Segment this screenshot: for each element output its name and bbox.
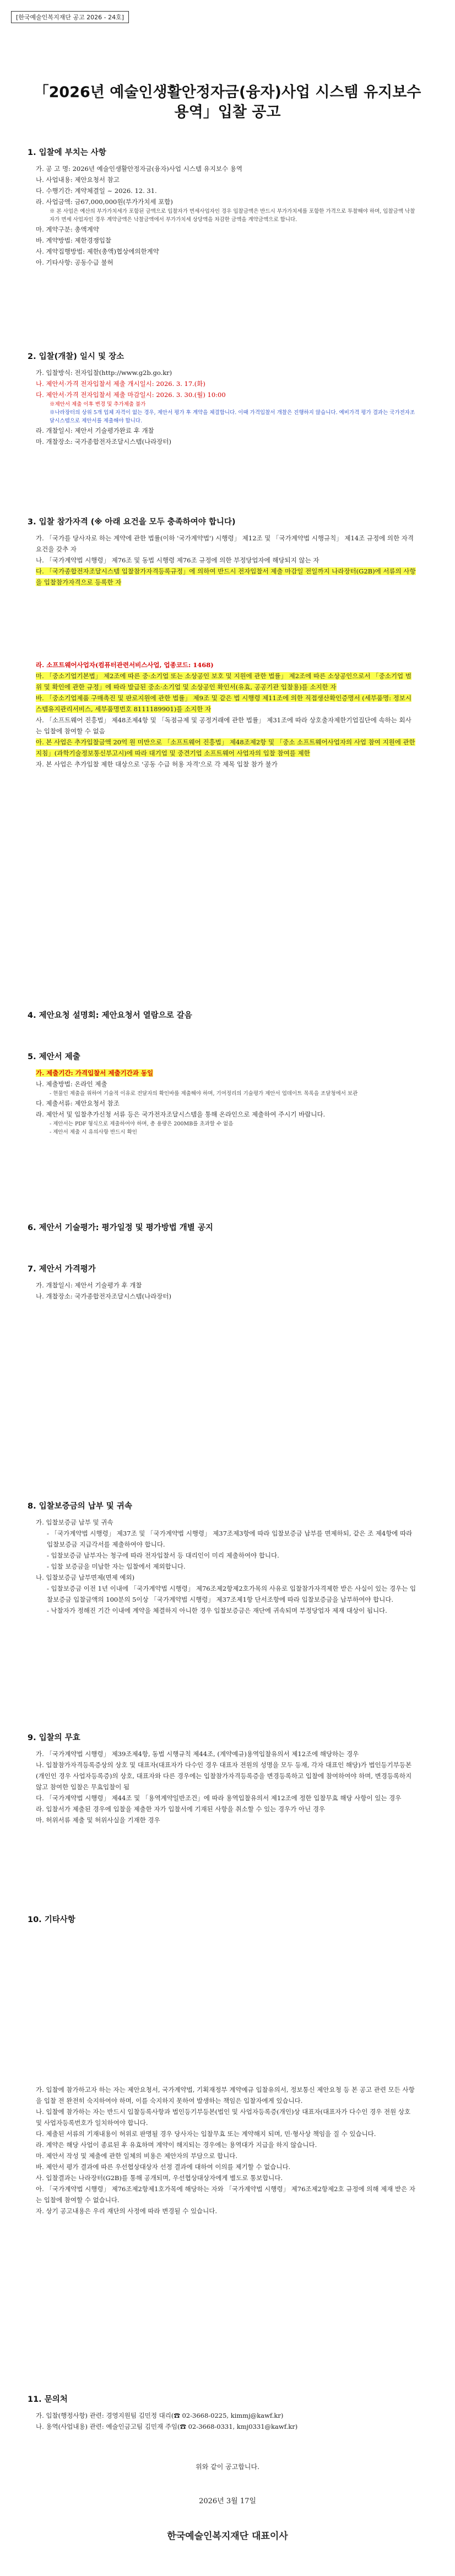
- list-item: - 낙찰자가 정해진 기간 이내에 계약을 체결하지 아니한 경우 입찰보증금은 재단에 귀속되며 부정당업자 제재 대상이 됩니다.: [47, 1607, 387, 1614]
- list-item: 나. 사업내용: 제안요청서 참고: [36, 176, 120, 184]
- list-item-text: 바. 「중소기업제품 구매촉진 및 판로지원에 관한 법률」 제9조 및 같은 법 시행령 제11조에 의한 직접생산확인증명서 (세부품명: 정보시스템유지관리서비스, 세부품명번호 8111189901)를 소지한 자: [36, 694, 412, 713]
- section-11: [0, 2393, 455, 2432]
- section-heading: 4. 제안요청 설명회: 제안요청서 열람으로 갈음: [28, 1011, 192, 1020]
- list-item: [36, 367, 416, 378]
- list-item: 자. 상기 공고내용은 우리 재단의 사정에 따라 변경될 수 있습니다.: [36, 2207, 218, 2215]
- list-item: 다. 제출된 서류의 기재내용이 허위로 판명될 경우 당사자는 입찰무효 또는 계약해지 되며, 민·형사상 책임을 질 수 있습니다.: [36, 2130, 376, 2138]
- list-item: 나. 개찰장소: 국가종합전자조달시스템(나라장터): [36, 1292, 171, 1300]
- list-item: 나. 제출방법: 온라인 제출: [36, 1080, 107, 1088]
- list-item: 아. 「국가계약법 시행령」 제76조제2항제1호가목에 해당하는 자와 「국가계약법 시행령」 제76조제2항제2호 규정에 의해 제재 받은 자는 입찰에 참여할 수 없습니다.: [36, 2185, 415, 2204]
- list-item: 나. 입찰참가자격등록증상의 상호 및 대표자(대표자가 다수인 경우 대표자 전원의 성명을 모두 등재, 각자 대표인 해당)가 법인등기부등본(개인인 경우 사업자등록증)의 상호, 대표자와 다른 경우에는 입찰참가자격등록증을 변경등록하고 입찰에 참여하여야 하며, 변경등록하지 않고 참여한 입찰은 무효입찰이 됨: [36, 1761, 412, 1791]
- notice-tag: [한국예술인복지재단 공고 2026 - 24호]: [11, 11, 129, 23]
- list-item: [36, 693, 416, 715]
- closing-text: 위와 같이 공고합니다.: [196, 2463, 259, 2471]
- section-8: [0, 1500, 455, 1616]
- section-heading: 11. 문의처: [28, 2395, 68, 2404]
- notice-date: 2026년 3월 17일: [199, 2497, 256, 2505]
- list-item: 바. 계약방법: 제한경쟁입찰: [36, 237, 112, 244]
- list-item: 라. 사업금액: 금67,000,000원(부가가치세 포함): [36, 198, 173, 206]
- list-item: [36, 1067, 416, 1078]
- note: - 제안서 제출 시 유의사항 반드시 확인: [50, 1129, 137, 1135]
- section-6: [0, 1221, 455, 1238]
- list-item: 다. 제출서류: 제안요청서 참조: [36, 1099, 120, 1107]
- note: - 제안서는 PDF 형식으로 제출하여야 하며, 총 용량은 200MB를 초과할 수 없음: [50, 1121, 234, 1127]
- section-heading: 8. 입찰보증금의 납부 및 귀속: [28, 1502, 132, 1511]
- list-item: 가. 입찰에 참가하고자 하는 자는 제안요청서, 국가계약법, 기획재정부 계약예규 입찰유의서, 정보통신 제안요청 등 본 공고 관련 모든 사항을 입찰 전 완전히 숙지하여야 하며, 이를 숙지하지 못하여 발생하는 책임은 입찰자에게 있습니다.: [36, 2086, 415, 2105]
- section-2: [0, 350, 455, 447]
- section-10: [0, 1913, 455, 1930]
- section-heading: 3. 입찰 참가자격 (※ 아래 요건을 모두 충족하여야 합니다): [28, 518, 236, 527]
- note: ※나라장터의 상위 5개 업체 자격이 없는 경우, 제안서 평가 후 계약을 체결합니다. 이때 가격입찰서 개찰은 진행하지 않습니다. 예비가격 평가 결과는 국가전자조달시스템으로 제안서를 제출해야 합니다.: [50, 410, 415, 424]
- list-item: 나. 입찰보증금 납부면제(면제 예외): [36, 1574, 135, 1581]
- list-item-text: 가. 입찰방식: 전자입찰(http://www.g2b.go.kr): [36, 369, 172, 377]
- section-heading: 9. 입찰의 무효: [28, 1734, 80, 1742]
- list-item: 나. 입찰에 참가하는 자는 반드시 입찰등록사항과 법인등기부등본(법인 및 사업자등록증(개인)상 대표자(대표자가 다수인 경우 전원 상호 및 사업자등록번호가 일치하여야 합니다.: [36, 2108, 411, 2127]
- issuer-name: 한국예술인복지재단 대표이사: [167, 2531, 288, 2542]
- list-item: 가. 개찰일시: 제안서 기술평가 후 개찰: [36, 1281, 142, 1289]
- list-item-text: 마. 「중소기업기본법」 제2조에 따른 중·소기업 또는 소상공인 보호 및 지원에 관한 법률」 제2조에 따른 소상공인으로서 「중소기업 범위 및 확인에 관한 규정」에 따라 발급된 중소·소기업 및 소상공인 확인서(유효, 공공기관 입찰용)를 소지한 자: [36, 672, 411, 691]
- list-item: 마. 개찰장소: 국가종합전자조달시스템(나라장터): [36, 438, 171, 446]
- list-item: 바. 제안서 평가 결과에 따른 우선협상대상자 선정 결과에 대하여 이의를 제기할 수 없습니다.: [36, 2163, 291, 2171]
- list-item: 가. 「국가를 당사자로 하는 계약에 관한 법률(이하 '국가계약법') 시행령」 제12조 및 「국가계약법 시행규칙」 제14조 규정에 의한 자격요건을 갖추 자: [36, 534, 414, 553]
- list-item: - 입찰보증금 이전 1년 이내에 「국가계약법 시행령」 제76조제2항제2호가목의 사유로 입찰참가자격제한 받은 사실이 있는 경우는 입찰보증금 입찰금액의 100분의 5이상 「국가계약법 시행령」 제37조제1항 단서조항에 따라 입찰보증금을 납부하여야 합니다.: [47, 1585, 416, 1603]
- list-item: - 입찰보증금 납부자는 청구에 따라 전자입찰서 등 대리인이 미리 제출하여야 합니다.: [47, 1552, 279, 1559]
- spacer: [0, 588, 455, 659]
- list-item: 다. 제안서·가격 전자입찰서 제출 마감일시: 2026. 3. 30.(월) 10:00: [36, 391, 226, 399]
- list-item: 사. 입찰결과는 나라장터(G2B)를 통해 공개되며, 우선협상대상자에게 별도로 통보합니다.: [36, 2174, 283, 2182]
- section-1: [0, 146, 455, 268]
- section-5: [0, 1050, 455, 1136]
- list-item: 마. 허위서류 제출 및 허위사실을 기재한 경우: [36, 1816, 160, 1824]
- section-heading: 5. 제안서 제출: [28, 1053, 80, 1061]
- section-3: [0, 516, 455, 770]
- list-item: 라. 입찰서가 제출된 경우에 입찰을 제출한 자가 입찰서에 기재된 사항을 취소할 수 있는 경우가 아닌 경우: [36, 1805, 326, 1813]
- list-item: 라. 계약은 해당 사업이 종료된 후 유효하며 계약이 해지되는 경우에는 용역대가 지급을 하지 않습니다.: [36, 2141, 317, 2149]
- list-item: [36, 737, 416, 759]
- list-item: 라. 제안서 및 입찰추가신청 서류 등은 국가전자조달시스템을 통해 온라인으로 제출하여 주시기 바랍니다.: [36, 1110, 326, 1118]
- list-item: 라. 개찰일시: 제안서 기술평가완료 후 개찰: [36, 427, 154, 434]
- list-item: [36, 670, 416, 693]
- list-item: 마. 제안서 작성 및 제출에 관한 일체의 비용은 제안자의 부담으로 합니다.: [36, 2152, 238, 2160]
- list-item: 가. 입찰(행정사항) 관련: 경영지원팀 김민정 대리(☎ 02-3668-0225, kimmj@kawf.kr): [36, 2412, 284, 2419]
- list-item: [36, 566, 416, 588]
- list-item: 사. 계약집행방법: 제한(총액)협상에의한계약: [36, 248, 159, 255]
- page-title: 「2026년 예술인생활안정자금(융자)사업 시스템 유지보수 용역」입찰 공고: [34, 84, 421, 121]
- list-item: 다. 수행기간: 계약체결일 ~ 2026. 12. 31.: [36, 187, 157, 195]
- list-item: 가. 「국가계약법 시행령」 제39조제4항, 동법 시행규칙 제44조, (계약예규)용역입찰유의서 제12조에 해당하는 경우: [36, 1750, 359, 1758]
- list-item: 아. 기타사항: 공동수급 불허: [36, 259, 113, 266]
- section-9: [0, 1731, 455, 1826]
- list-item: 라. 소프트웨어사업자(컴퓨터관련서비스사업, 업종코드: 1468): [36, 661, 214, 669]
- section-10-items: [0, 2084, 455, 2217]
- list-item: 가. 공 고 명: 2026년 예술인생활안정자금(융자)사업 시스템 유지보수 용역: [36, 165, 242, 173]
- list-item-text: 아. 본 사업은 추가입찰금액 20억 원 미만으로 「소프트웨어 진흥법」 제48조제2항 및 「중소 소프트웨어사업자의 사업 참여 지원에 관한 지침」(과학기술정보통신부고시)에 따라 대기업 및 중견기업 소프트웨어 사업자의 입찰 참여를 제한: [36, 738, 415, 757]
- note: ※ 본 사업은 예산의 부가가치세가 포함된 금액으로 입찰자가 면세사업자인 경우 입찰금액은 반드시 부가가치세를 포함한 가격으로 투찰해야 하며, 입찰금액 낙찰자가 면세 사업자인 경우 계약금액은 낙찰금액에서 부가가치세 상당액을 차감한 금액을 계약금액으로 합니다.: [50, 208, 415, 223]
- note: ※제안서 제출 이후 변경 및 추가제출 불가: [50, 401, 146, 407]
- note: - 현물인 제출을 위하여 기술적 이유로 전달자의 확인바를 제출해야 하며, 기여정리의 기술평가 제안서 업데이트 목록을 조달청에서 보관: [50, 1091, 358, 1097]
- list-item: 나. 제안서·가격 전자입찰서 제출 개시일시: 2026. 3. 17.(화): [36, 380, 205, 388]
- list-item: - 입찰 보증금을 미납한 자는 입찰에서 제외합니다.: [47, 1563, 186, 1570]
- list-item-text: 다. 「국가종합전자조달시스템 입찰참가자격등록규정」에 의하여 반드시 전자입찰서 제출 마감일 전일까지 나라장터(G2B)에 서류의 사항을 입찰참가자격으로 등록한 자: [36, 567, 416, 586]
- section-4: [0, 1009, 455, 1026]
- list-item: 다. 「국가계약법 시행령」 제44조 및 「용역계약일반조건」에 따라 용역입찰유의서 제12조에 정한 입찰무효 해당 사항이 있는 경우: [36, 1794, 402, 1802]
- list-item: 나. 용역(사업내용) 관련: 예술인금고팀 김민재 주임(☎ 02-3668-0331, kmj0331@kawf.kr): [36, 2423, 298, 2430]
- list-item: 가. 입찰보증금 납부 및 귀속: [36, 1518, 113, 1526]
- section-heading: 7. 제안서 가격평가: [28, 1265, 96, 1274]
- section-heading: 1. 입찰에 부치는 사항: [28, 148, 106, 157]
- list-item-text: 가. 제출기간: 가격입찰서 제출기간과 동일: [36, 1069, 154, 1077]
- section-7: [0, 1263, 455, 1302]
- list-item: 마. 계약구분: 총액계약: [36, 226, 99, 233]
- list-item: - 「국가계약법 시행령」 제37조 및 「국가계약법 시행령」 제37조제3항에 따라 입찰보증금 납부를 면제하되, 같은 조 제4항에 따라 입찰보증금 지급각서를 제출하여야 합니다.: [47, 1530, 413, 1548]
- section-heading: 6. 제안서 기술평가: 평가일정 및 평가방법 개별 공지: [28, 1223, 213, 1232]
- list-item: 자. 본 사업은 추가입찰 제한 대상으로 '공동 수급 허용 자격'으로 각 제목 입찰 참가 불가: [36, 760, 278, 768]
- section-heading: 10. 기타사항: [28, 1915, 75, 1924]
- section-heading: 2. 입찰(개찰) 일시 및 장소: [28, 352, 124, 361]
- list-item: 나. 「국가계약법 시행령」 제76조 및 동법 시행령 제76조 규정에 의한 부정당업자에 해당되지 않는 자: [36, 556, 319, 564]
- list-item: 사. 「소프트웨어 진흥법」 제48조제4항 및 「독점규제 및 공정거래에 관한 법률」 제31조에 따라 상호출자제한기업집단에 속하는 회사는 입찰에 참여할 수 없음: [36, 716, 411, 735]
